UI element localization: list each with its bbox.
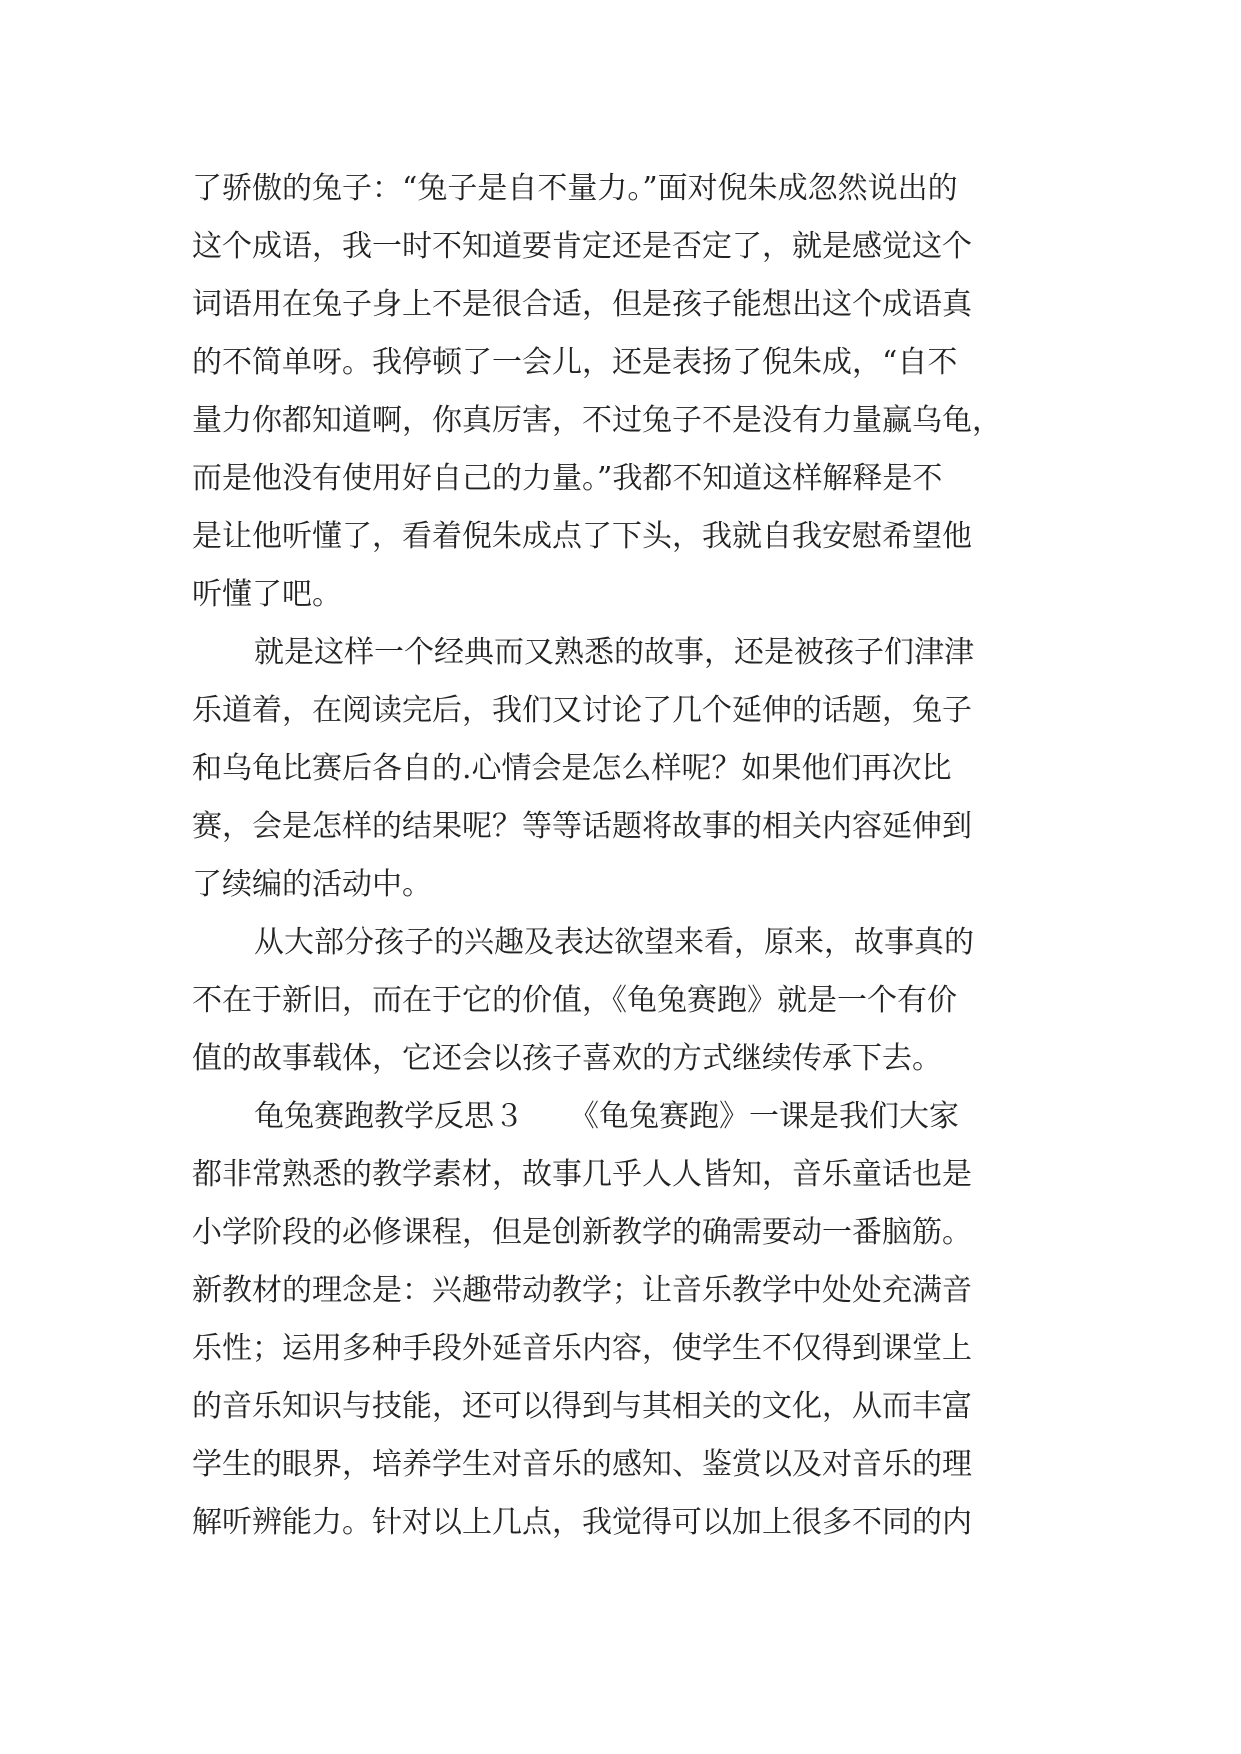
text-line: 乐性；运用多种手段外延音乐内容，使学生不仅得到课堂上 — [192, 1331, 972, 1366]
text-line: 小学阶段的必修课程，但是创新教学的确需要动一番脑筋。 — [192, 1215, 972, 1250]
text-line: 学生的眼界，培养学生对音乐的感知、鉴赏以及对音乐的理 — [192, 1447, 972, 1482]
text-line: 了续编的活动中。 — [192, 867, 432, 902]
text-line: 的音乐知识与技能，还可以得到与其相关的文化，从而丰富 — [192, 1389, 972, 1424]
text-line: 不在于新旧，而在于它的价值，《龟兔赛跑》就是一个有价 — [192, 983, 957, 1018]
paragraph-start-line: 龟兔赛跑教学反思３ 《龟兔赛跑》一课是我们大家 — [254, 1099, 959, 1134]
text-line: 词语用在兔子身上不是很合适，但是孩子能想出这个成语真 — [192, 287, 972, 322]
text-line: 乐道着，在阅读完后，我们又讨论了几个延伸的话题，兔子 — [192, 693, 972, 728]
text-line: 值的故事载体，它还会以孩子喜欢的方式继续传承下去。 — [192, 1041, 942, 1076]
text-line: 了骄傲的兔子：“兔子是自不量力。”面对倪朱成忽然说出的 — [192, 171, 958, 206]
text-line: 是让他听懂了，看着倪朱成点了下头，我就自我安慰希望他 — [192, 519, 972, 554]
text-line: 新教材的理念是：兴趣带动教学；让音乐教学中处处充满音 — [192, 1273, 972, 1308]
document-body — [192, 160, 1072, 1552]
paragraph-start-line: 从大部分孩子的兴趣及表达欲望来看，原来，故事真的 — [254, 925, 974, 960]
text-line: 听懂了吧。 — [192, 577, 342, 612]
paragraph-start-line: 就是这样一个经典而又熟悉的故事，还是被孩子们津津 — [254, 635, 974, 670]
text-line: 量力你都知道啊，你真厉害，不过兔子不是没有力量赢乌龟， — [192, 403, 1002, 438]
text-line: 而是他没有使用好自己的力量。”我都不知道这样解释是不 — [192, 461, 943, 496]
text-line: 解听辨能力。针对以上几点，我觉得可以加上很多不同的内 — [192, 1505, 972, 1540]
text-line: 赛，会是怎样的结果呢？等等话题将故事的相关内容延伸到 — [192, 809, 972, 844]
text-line: 的不简单呀。我停顿了一会儿，还是表扬了倪朱成，“自不 — [192, 345, 958, 380]
text-line: 和乌龟比赛后各自的.心情会是怎么样呢？如果他们再次比 — [192, 751, 952, 786]
text-line: 这个成语，我一时不知道要肯定还是否定了，就是感觉这个 — [192, 229, 972, 264]
text-line: 都非常熟悉的教学素材，故事几乎人人皆知，音乐童话也是 — [192, 1157, 972, 1192]
